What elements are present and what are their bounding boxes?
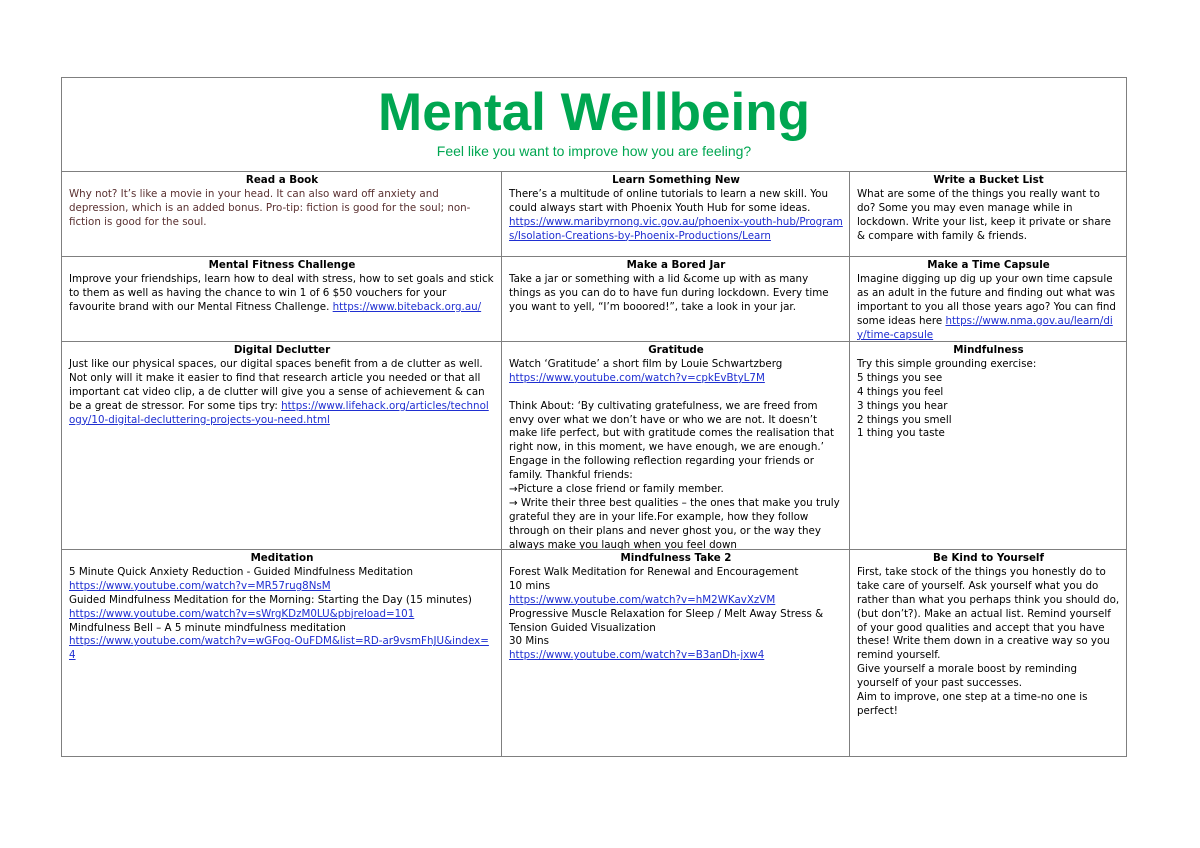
muscle-relaxation-link[interactable]: https://www.youtube.com/watch?v=B3anDh-jxw4 bbox=[509, 649, 765, 662]
cell-be-kind bbox=[850, 550, 1126, 756]
cell-title: Mindfulness Take 2 bbox=[620, 552, 732, 564]
cell-text: Imagine digging up dig up your own time capsule as an adult in the future and finding out what was important to you all those years ago? You can find some ideas here https://www.nma.gov.au/learn/diy/time-capsule bbox=[857, 272, 1116, 341]
lifehack-link[interactable]: https://www.lifehack.org/articles/technology/10-digital-decluttering-projects-you-need.html bbox=[69, 399, 489, 426]
cell-bored-jar bbox=[502, 257, 849, 341]
cell-text: 10 mins bbox=[509, 579, 551, 592]
cell-title: Be Kind to Yourself bbox=[933, 552, 1044, 564]
cell-text: Watch ‘Gratitude’ a short film by Louie Schwartzberg bbox=[509, 357, 783, 370]
cell-title: Mindfulness bbox=[953, 344, 1024, 356]
cell-title: Meditation bbox=[250, 552, 314, 564]
cell-title: Mental Fitness Challenge bbox=[208, 259, 356, 271]
cell-text: There’s a multitude of online tutorials to learn a new skill. You could always start with Phoenix Youth Hub for some ideas. bbox=[509, 187, 829, 214]
cell-text: Think About: ‘By cultivating gratefulness, we are freed from envy over what we don’t have or who we are not. It doesn’t make life perfect, but with gratitude comes the realisation that right now, in this moment, we have enough, we are enough.’ Engage in the following reflection regarding your friends or family. Thankful friends: bbox=[509, 399, 835, 482]
cell-text: Why not? It’s like a movie in your head. It can also ward off anxiety and depression, which is an added bonus. Pro-tip: fiction is good for the soul; non-fiction is good for the soul. bbox=[69, 187, 471, 228]
biteback-link[interactable]: https://www.biteback.org.au/ bbox=[332, 300, 482, 313]
cell-mindfulness bbox=[850, 342, 1126, 549]
wellbeing-sheet bbox=[61, 77, 1127, 757]
cell-text: Aim to improve, one step at a time-no one is perfect! bbox=[857, 691, 1088, 717]
cell-learn-new bbox=[502, 172, 849, 256]
cell-text: Guided Mindfulness Meditation for the Morning: Starting the Day (15 minutes) bbox=[69, 593, 472, 606]
nma-link[interactable]: https://www.nma.gov.au/learn/diy/time-capsule bbox=[857, 314, 1113, 341]
list-item: 3 things you hear bbox=[857, 399, 948, 412]
cell-text: Give yourself a morale boost by reminding yourself of your past successes. bbox=[857, 663, 1078, 690]
cell-title: Make a Time Capsule bbox=[927, 259, 1050, 271]
phoenix-link[interactable]: https://www.maribyrnong.vic.gov.au/phoenix-youth-hub/Programs/Isolation-Creations-by-Phoenix-Productions/Learn bbox=[509, 215, 843, 242]
cell-text: →Picture a close friend or family member. bbox=[509, 483, 724, 496]
cell-text: 5 Minute Quick Anxiety Reduction - Guided Mindfulness Meditation bbox=[69, 565, 414, 578]
cell-title: Read a Book bbox=[245, 174, 319, 186]
cell-text: 30 Mins bbox=[509, 635, 550, 648]
cell-fitness bbox=[62, 257, 501, 341]
cell-read-book bbox=[62, 172, 501, 256]
page-subtitle: Feel like you want to improve how you are feeling? bbox=[436, 143, 752, 159]
cell-text: Just like our physical spaces, our digital spaces benefit from a de clutter as well. Not only will it make it easier to find that research article you needed or that all important cat video clip, a de clutter will give you a sense of achievement & can be a great de stressor. For some tips try: https://www.lifehack.org/articles/technology/10-digital-decluttering-projects-you-need.html bbox=[69, 357, 489, 426]
list-item: 4 things you feel bbox=[857, 385, 944, 398]
list-item: 1 thing you taste bbox=[857, 427, 945, 440]
cell-declutter bbox=[62, 342, 501, 549]
cell-title: Gratitude bbox=[648, 344, 704, 356]
cell-text: Mindfulness Bell – A 5 minute mindfulness meditation bbox=[69, 621, 346, 634]
cell-text: → Write their three best qualities – the ones that make you truly grateful they are in your life.For example, how they follow through on their plans and never ghost you, or the way they always make you laugh when you feel down bbox=[509, 496, 840, 549]
gratitude-video-link[interactable]: https://www.youtube.com/watch?v=cpkEvBtyL7M bbox=[509, 371, 765, 384]
cell-text: Progressive Muscle Relaxation for Sleep / Melt Away Stress & Tension Guided Visualization bbox=[509, 607, 824, 634]
forest-walk-link[interactable]: https://www.youtube.com/watch?v=hM2WKavXzVM bbox=[509, 593, 776, 606]
cell-text: Improve your friendships, learn how to deal with stress, how to set goals and stick to them as well as having the chance to win 1 of 6 $50 vouchers for your favourite brand with our Mental Fitness Challenge. https://www.biteback.org.au/ bbox=[69, 272, 494, 313]
list-item: 2 things you smell bbox=[857, 413, 952, 426]
cell-meditation bbox=[62, 550, 501, 756]
cell-title: Digital Declutter bbox=[233, 344, 331, 356]
cell-title: Learn Something New bbox=[612, 174, 740, 186]
meditation-link-3[interactable]: https://www.youtube.com/watch?v=wGFog-OuFDM&list=RD-ar9vsmFhJU&index=4 bbox=[69, 635, 489, 662]
sheet-header bbox=[62, 78, 1126, 172]
spacer bbox=[509, 386, 843, 400]
cell-mindfulness-2 bbox=[502, 550, 849, 756]
cell-time-capsule bbox=[850, 257, 1126, 341]
cell-title: Make a Bored Jar bbox=[626, 259, 726, 271]
cell-text: Try this simple grounding exercise: bbox=[857, 357, 1037, 370]
cell-bucket-list bbox=[850, 172, 1126, 256]
cell-text: Forest Walk Meditation for Renewal and Encouragement bbox=[509, 565, 799, 578]
page-title: Mental Wellbeing bbox=[378, 83, 810, 142]
meditation-link-2[interactable]: https://www.youtube.com/watch?v=sWrgKDzM0LU&pbjreload=101 bbox=[69, 607, 415, 620]
cell-text: First, take stock of the things you honestly do to take care of yourself. Ask yourself what you do rather than what you perhaps think you should do, (but don’t?). Make an actual list. Remind yourself of your good qualities and accept that you have these! Write them down in a creative way so you remind yourself. bbox=[857, 565, 1120, 662]
cell-text: What are some of the things you really want to do? Some you may even manage while in lockdown. Write your list, keep it private or share & compare with family & friends. bbox=[857, 187, 1111, 242]
cell-text: Take a jar or something with a lid &come up with as many things as you can do to have fun during lockdown. Every time you want to yell, “I’m booored!”, take a look in your jar. bbox=[509, 272, 829, 313]
meditation-link-1[interactable]: https://www.youtube.com/watch?v=MR57rug8NsM bbox=[69, 579, 331, 592]
cell-title: Write a Bucket List bbox=[933, 174, 1044, 186]
list-item: 5 things you see bbox=[857, 371, 943, 384]
cell-gratitude bbox=[502, 342, 849, 549]
